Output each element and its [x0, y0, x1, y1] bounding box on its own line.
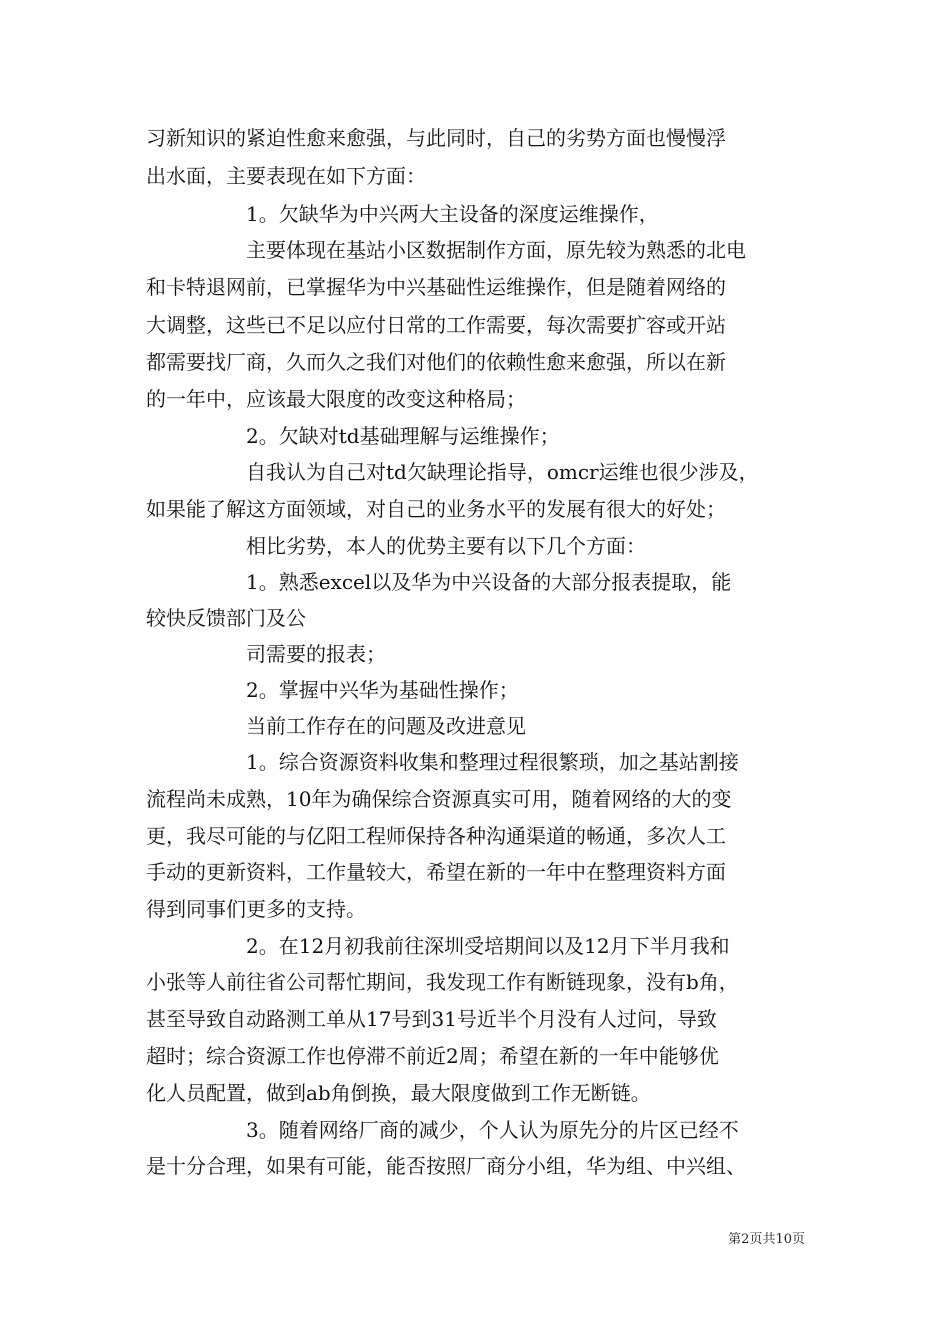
text-line-17: 当前工作存在的问题及改进意见: [246, 714, 526, 738]
text-line-10: 自我认为自己对td欠缺理论指导，omcr运维也很少涉及，: [246, 460, 759, 484]
text-line-13: 1。熟悉excel以及华为中兴设备的大部分报表提取，能: [246, 570, 732, 594]
text-line-26: 超时；综合资源工作也停滞不前近2周；希望在新的一年中能够优: [146, 1044, 719, 1068]
text-line-22: 得到同事们更多的支持。: [146, 897, 366, 921]
text-line-7: 都需要找厂商，久而久之我们对他们的依赖性愈来愈强，所以在新: [146, 350, 726, 374]
text-line-27: 化人员配置，做到ab角倒换，最大限度做到工作无断链。: [146, 1081, 651, 1105]
text-line-16: 2。掌握中兴华为基础性操作；: [246, 678, 519, 702]
text-line-4: 主要体现在基站小区数据制作方面，原先较为熟悉的北电: [246, 238, 746, 262]
text-line-12: 相比劣势，本人的优势主要有以下几个方面：: [246, 534, 646, 558]
text-line-15: 司需要的报表；: [246, 642, 386, 666]
text-line-3: 1。欠缺华为中兴两大主设备的深度运维操作，: [246, 202, 659, 226]
text-line-5: 和卡特退网前，已掌握华为中兴基础性运维操作，但是随着网络的: [146, 275, 726, 299]
text-line-6: 大调整，这些已不足以应付日常的工作需要，每次需要扩容或开站: [146, 313, 726, 337]
text-line-21: 手动的更新资料，工作量较大，希望在新的一年中在整理资料方面: [146, 860, 726, 884]
text-line-20: 更，我尽可能的与亿阳工程师保持各种沟通渠道的畅通，多次人工: [146, 824, 726, 848]
text-line-18: 1。综合资源资料收集和整理过程很繁琐，加之基站割接: [246, 750, 739, 774]
text-line-24: 小张等人前往省公司帮忙期间，我发现工作有断链现象，没有b角，: [146, 970, 739, 994]
page-number-footer: 第2页共10页: [728, 1232, 805, 1247]
text-line-19: 流程尚未成熟，10年为确保综合资源真实可用，随着网络的大的变: [146, 787, 732, 811]
text-line-1: 习新知识的紧迫性愈来愈强，与此同时，自己的劣势方面也慢慢浮: [146, 126, 726, 150]
text-line-11: 如果能了解这方面领域，对自己的业务水平的发展有很大的好处；: [146, 497, 726, 521]
text-line-23: 2。在12月初我前往深圳受培期间以及12月下半月我和: [246, 934, 730, 958]
text-line-14: 较快反馈部门及公: [146, 606, 306, 630]
text-line-28: 3。随着网络厂商的减少，个人认为原先分的片区已经不: [246, 1118, 739, 1142]
text-line-29: 是十分合理，如果有可能，能否按照厂商分小组，华为组、中兴组、: [146, 1154, 746, 1178]
text-line-25: 甚至导致自动路测工单从17号到31号近半个月没有人过问，导致: [146, 1007, 717, 1031]
text-line-9: 2。欠缺对td基础理解与运维操作；: [246, 424, 560, 448]
text-line-8: 的一年中，应该最大限度的改变这种格局；: [146, 387, 526, 411]
text-line-2: 出水面，主要表现在如下方面：: [146, 164, 426, 188]
